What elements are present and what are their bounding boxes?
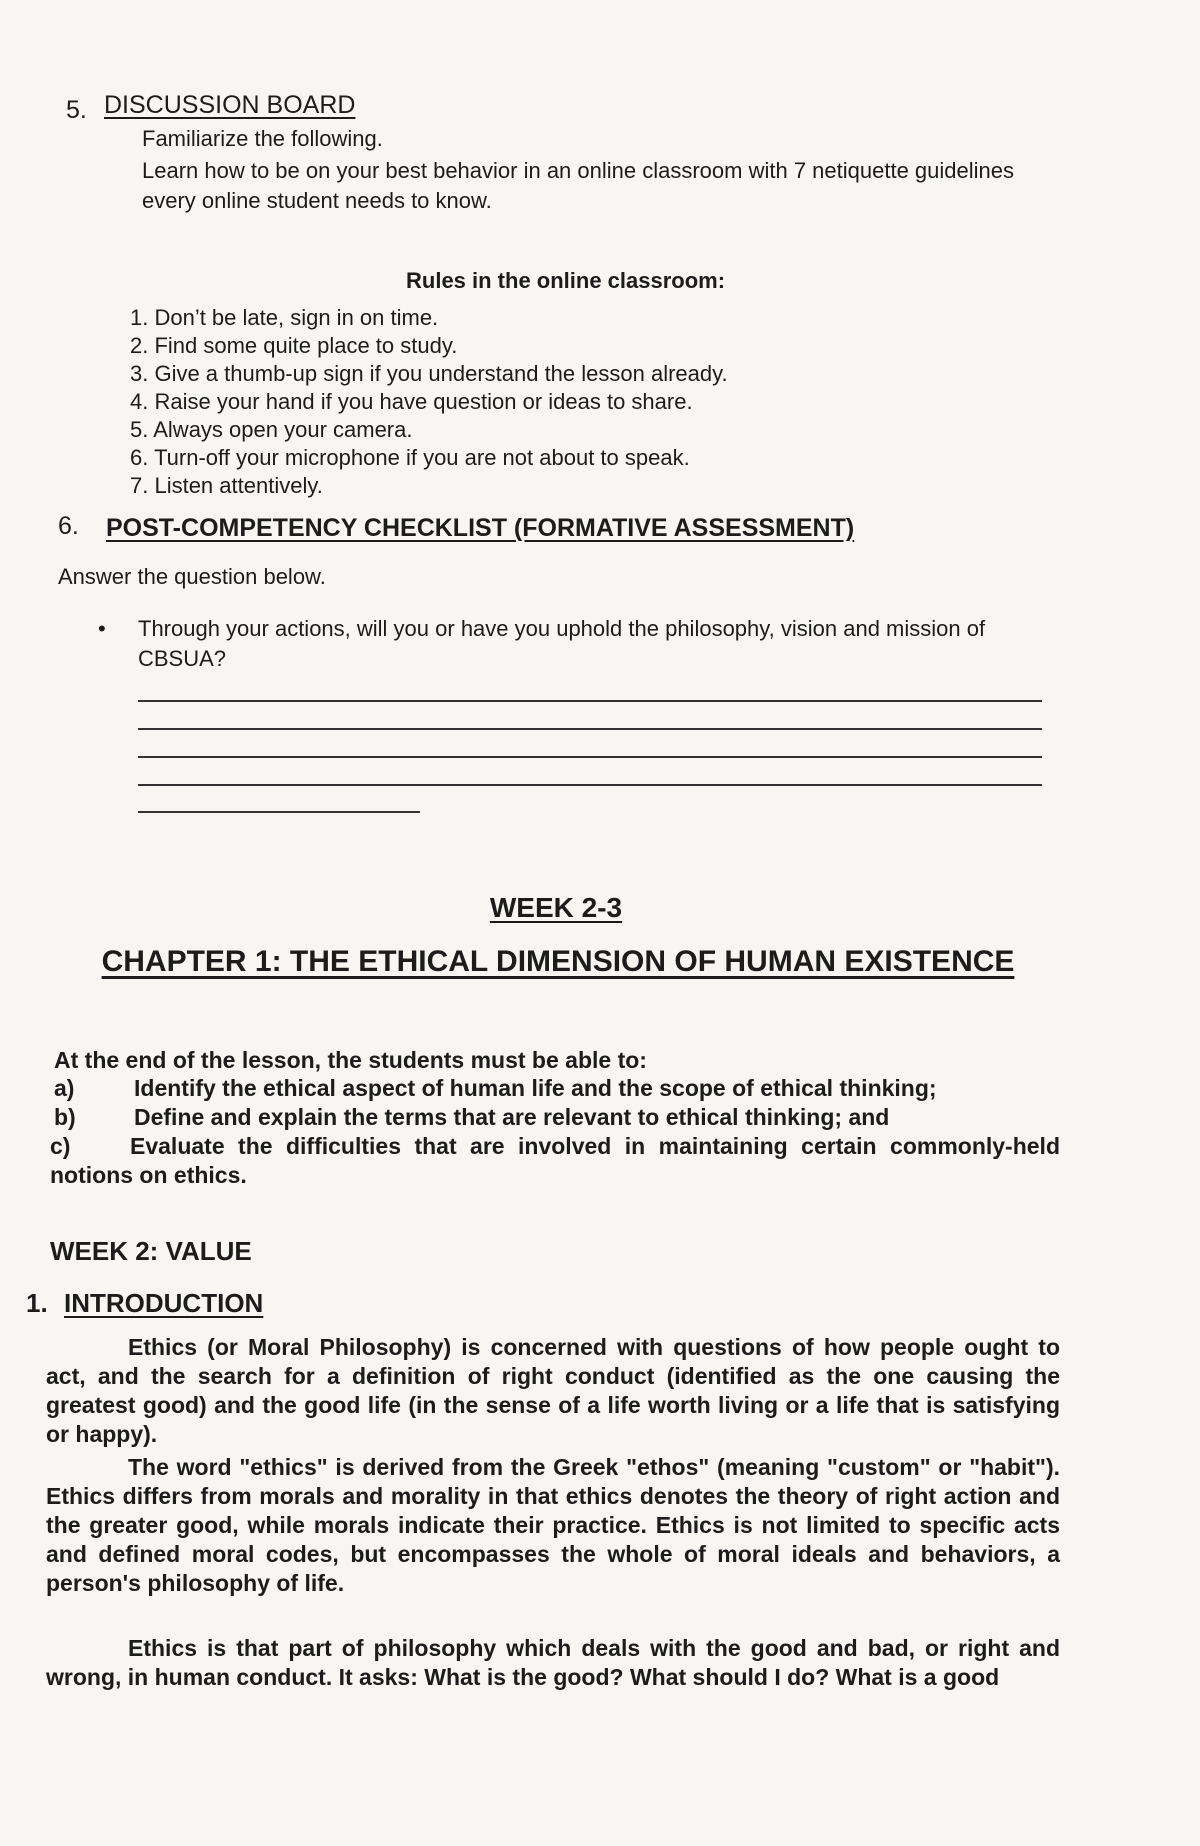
rule-item: 4. Raise your hand if you have question or ideas to share. [130,389,693,414]
rule-item: 7. Listen attentively. [130,473,323,498]
rule-item: 2. Find some quite place to study. [130,333,458,358]
discussion-intro-2: Learn how to be on your best behavior in an online classroom with 7 netiquette guidelines every online student needs to know. [142,158,1014,213]
objective-text: Define and explain the terms that are relevant to ethical thinking; and [134,1104,890,1130]
section-5-number: 5. [66,96,87,124]
objective-item-a [54,1074,937,1103]
chapter-title: CHAPTER 1: THE ETHICAL DIMENSION OF HUMAN EXISTENCE [101,945,1015,978]
objective-item-c [50,1132,1060,1190]
intro-paragraph-1: Ethics (or Moral Philosophy) is concerned with questions of how people ought to act, and the search for a definition of right conduct (identified as the one causing the greatest good) and the good life (in the sense of a life worth living or a life that is satisfying or happy). [46,1334,1060,1447]
section-5-title: DISCUSSION BOARD [104,91,356,119]
week-heading: WEEK 2-3 [489,892,623,923]
checklist-instruction: Answer the question below. [58,564,326,589]
checklist-question: Through your actions, will you or have you uphold the philosophy, vision and mission of CBSUA? [138,616,986,671]
answer-line[interactable] [138,700,1042,702]
answer-line[interactable] [138,756,1042,758]
answer-line[interactable] [138,784,1042,786]
objective-letter: a) [54,1075,75,1101]
answer-line[interactable] [138,811,420,813]
objective-item-b [54,1103,889,1132]
rule-item: 6. Turn-off your microphone if you are not about to speak. [130,445,690,470]
introduction-title: INTRODUCTION [64,1288,264,1318]
discussion-intro-1: Familiarize the following. [142,126,383,151]
week2-title: WEEK 2: VALUE [50,1236,252,1266]
objectives-heading: At the end of the lesson, the students must be able to: [54,1047,647,1073]
objective-letter: b) [54,1104,76,1130]
rule-item: 1. Don’t be late, sign in on time. [130,305,439,330]
question-bullet: • [98,616,106,641]
rules-heading: Rules in the online classroom: [406,268,726,293]
intro-paragraph-2: The word "ethics" is derived from the Greek "ethos" (meaning "custom" or "habit"). Ethics differs from morals and morality in that ethics denotes the theory of right action and the greater good, while morals indicate their practice. Ethics is not limited to specific acts and defined moral codes, but encompasses the whole of moral ideals and behaviors, a person's philosophy of life. [46,1454,1060,1596]
introduction-number: 1. [26,1288,48,1318]
rule-item: 5. Always open your camera. [130,417,413,442]
section-6-number: 6. [58,512,79,540]
intro-paragraph-3: Ethics is that part of philosophy which deals with the good and bad, or right and wrong, in human conduct. It asks: What is the good? What should I do? What is a good [46,1635,1060,1690]
rules-list [130,304,728,500]
objective-text: Evaluate the difficulties that are involved in maintaining certain commonly-held notions on ethics. [50,1133,1060,1188]
objective-text: Identify the ethical aspect of human life and the scope of ethical thinking; [134,1075,937,1101]
answer-line[interactable] [138,728,1042,730]
rule-item: 3. Give a thumb-up sign if you understand the lesson already. [130,361,728,386]
section-6-title: POST-COMPETENCY CHECKLIST (FORMATIVE ASSESSMENT) [106,514,855,542]
objective-letter: c) [50,1133,71,1159]
